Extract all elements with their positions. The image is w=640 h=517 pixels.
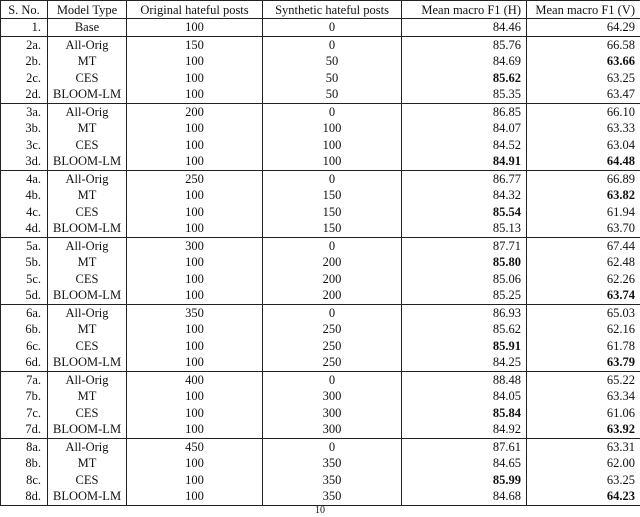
synthetic-posts-cell: 200 (263, 271, 402, 288)
table-row (1, 220, 640, 237)
original-posts-cell: 300 (127, 237, 263, 254)
model-type-cell: BLOOM-LM (48, 220, 127, 237)
f1-v-cell: 61.94 (527, 204, 640, 221)
f1-h-cell: 85.62 (402, 321, 527, 338)
sno-cell: 3d. (1, 153, 48, 170)
sno-cell: 5c. (1, 271, 48, 288)
sno-cell: 7b. (1, 388, 48, 405)
sno-cell: 5d. (1, 287, 48, 304)
original-posts-cell: 100 (127, 388, 263, 405)
f1-h-cell: 84.52 (402, 137, 527, 154)
original-posts-cell: 100 (127, 472, 263, 489)
original-posts-cell: 100 (127, 354, 263, 371)
header-sno: S. No. (1, 1, 48, 19)
sno-cell: 2b. (1, 53, 48, 70)
original-posts-cell: 100 (127, 338, 263, 355)
f1-h-cell (402, 254, 527, 271)
f1-h-cell (402, 70, 527, 87)
table-row (1, 53, 640, 70)
model-type-cell: BLOOM-LM (48, 488, 127, 505)
header-synthetic-hateful-posts: Synthetic hateful posts (263, 1, 402, 19)
synthetic-posts-cell: 0 (263, 237, 402, 254)
synthetic-posts-cell: 100 (263, 153, 402, 170)
table-row (1, 170, 640, 187)
model-type-cell: CES (48, 137, 127, 154)
model-type-cell: Base (48, 19, 127, 37)
original-posts-cell: 100 (127, 70, 263, 87)
table-row (1, 36, 640, 53)
table-row (1, 472, 640, 489)
sno-cell: 3a. (1, 103, 48, 120)
table-row (1, 86, 640, 103)
sno-cell: 8c. (1, 472, 48, 489)
model-type-cell: All-Orig (48, 371, 127, 388)
f1-v-cell (527, 187, 640, 204)
original-posts-cell: 100 (127, 120, 263, 137)
model-type-cell: All-Orig (48, 36, 127, 53)
model-type-cell: All-Orig (48, 103, 127, 120)
sno-cell: 5b. (1, 254, 48, 271)
synthetic-posts-cell: 150 (263, 220, 402, 237)
f1-h-cell: 85.35 (402, 86, 527, 103)
synthetic-posts-cell: 150 (263, 187, 402, 204)
f1-v-cell: 61.06 (527, 405, 640, 422)
f1-h-cell (402, 405, 527, 422)
model-type-cell: CES (48, 472, 127, 489)
f1-v-cell: 65.22 (527, 371, 640, 388)
table-row (1, 388, 640, 405)
model-type-cell: All-Orig (48, 304, 127, 321)
f1-v-cell: 62.48 (527, 254, 640, 271)
synthetic-posts-cell: 200 (263, 254, 402, 271)
best-score: 85.91 (492, 338, 521, 353)
synthetic-posts-cell: 50 (263, 70, 402, 87)
table-row (1, 455, 640, 472)
model-type-cell: CES (48, 70, 127, 87)
best-score: 64.23 (606, 489, 635, 504)
synthetic-posts-cell: 350 (263, 455, 402, 472)
model-type-cell: MT (48, 455, 127, 472)
model-type-cell: All-Orig (48, 237, 127, 254)
sno-cell: 2a. (1, 36, 48, 53)
original-posts-cell: 450 (127, 438, 263, 455)
original-posts-cell: 100 (127, 187, 263, 204)
best-score: 85.62 (492, 70, 521, 85)
model-type-cell: MT (48, 254, 127, 271)
table-row (1, 371, 640, 388)
header-model-type: Model Type (48, 1, 127, 19)
header-mean-macro-f1-h: Mean macro F1 (H) (402, 1, 527, 19)
table-row (1, 421, 640, 438)
model-type-cell: BLOOM-LM (48, 287, 127, 304)
f1-h-cell: 84.65 (402, 455, 527, 472)
best-score: 63.74 (606, 288, 635, 303)
f1-v-cell: 63.33 (527, 120, 640, 137)
model-type-cell: MT (48, 388, 127, 405)
synthetic-posts-cell: 0 (263, 438, 402, 455)
original-posts-cell: 350 (127, 304, 263, 321)
synthetic-posts-cell: 0 (263, 19, 402, 37)
original-posts-cell: 100 (127, 321, 263, 338)
table-row (1, 321, 640, 338)
f1-h-cell: 85.76 (402, 36, 527, 53)
f1-h-cell: 85.25 (402, 287, 527, 304)
best-score: 84.91 (492, 154, 521, 169)
original-posts-cell: 400 (127, 371, 263, 388)
f1-h-cell: 84.92 (402, 421, 527, 438)
header-original-hateful-posts: Original hateful posts (127, 1, 263, 19)
model-type-cell: MT (48, 120, 127, 137)
best-score: 63.66 (606, 54, 635, 69)
original-posts-cell: 100 (127, 455, 263, 472)
f1-v-cell: 63.25 (527, 70, 640, 87)
f1-v-cell: 62.16 (527, 321, 640, 338)
synthetic-posts-cell: 0 (263, 170, 402, 187)
synthetic-posts-cell: 250 (263, 354, 402, 371)
original-posts-cell: 100 (127, 254, 263, 271)
header-row (1, 1, 640, 19)
table-row (1, 70, 640, 87)
f1-v-cell: 63.34 (527, 388, 640, 405)
f1-h-cell: 87.61 (402, 438, 527, 455)
table-row (1, 287, 640, 304)
synthetic-posts-cell: 300 (263, 405, 402, 422)
f1-h-cell: 84.46 (402, 19, 527, 37)
f1-h-cell: 84.69 (402, 53, 527, 70)
synthetic-posts-cell: 350 (263, 472, 402, 489)
f1-v-cell: 62.26 (527, 271, 640, 288)
header-mean-macro-f1-v: Mean macro F1 (V) (527, 1, 640, 19)
f1-h-cell (402, 472, 527, 489)
table-row (1, 488, 640, 505)
f1-h-cell (402, 153, 527, 170)
synthetic-posts-cell: 50 (263, 53, 402, 70)
table-row (1, 137, 640, 154)
sno-cell: 6a. (1, 304, 48, 321)
f1-h-cell: 84.05 (402, 388, 527, 405)
table-row (1, 204, 640, 221)
sno-cell: 4b. (1, 187, 48, 204)
f1-v-cell (527, 153, 640, 170)
f1-h-cell: 86.93 (402, 304, 527, 321)
f1-v-cell: 65.03 (527, 304, 640, 321)
original-posts-cell: 100 (127, 19, 263, 37)
f1-h-cell: 84.25 (402, 354, 527, 371)
table-row (1, 254, 640, 271)
sno-cell: 8d. (1, 488, 48, 505)
model-type-cell: CES (48, 271, 127, 288)
f1-v-cell: 63.31 (527, 438, 640, 455)
table-row (1, 153, 640, 170)
sno-cell: 8b. (1, 455, 48, 472)
sno-cell: 4c. (1, 204, 48, 221)
best-score: 85.80 (492, 255, 521, 270)
original-posts-cell: 100 (127, 86, 263, 103)
sno-cell: 6d. (1, 354, 48, 371)
synthetic-posts-cell: 0 (263, 103, 402, 120)
best-score: 85.99 (492, 472, 521, 487)
f1-h-cell: 84.68 (402, 488, 527, 505)
f1-h-cell: 84.32 (402, 187, 527, 204)
sno-cell: 7a. (1, 371, 48, 388)
model-type-cell: MT (48, 187, 127, 204)
synthetic-posts-cell: 300 (263, 421, 402, 438)
table-row (1, 120, 640, 137)
table-row (1, 438, 640, 455)
original-posts-cell: 250 (127, 170, 263, 187)
original-posts-cell: 100 (127, 488, 263, 505)
model-type-cell: MT (48, 321, 127, 338)
original-posts-cell: 100 (127, 153, 263, 170)
f1-v-cell: 63.47 (527, 86, 640, 103)
f1-h-cell: 85.13 (402, 220, 527, 237)
best-score: 64.48 (606, 154, 635, 169)
f1-v-cell (527, 488, 640, 505)
f1-v-cell: 62.00 (527, 455, 640, 472)
table-row (1, 338, 640, 355)
model-type-cell: CES (48, 405, 127, 422)
model-type-cell: All-Orig (48, 438, 127, 455)
model-type-cell: CES (48, 204, 127, 221)
model-type-cell: CES (48, 338, 127, 355)
best-score: 63.79 (606, 355, 635, 370)
f1-v-cell (527, 53, 640, 70)
model-type-cell: BLOOM-LM (48, 354, 127, 371)
original-posts-cell: 200 (127, 103, 263, 120)
best-score: 63.92 (606, 422, 635, 437)
f1-v-cell: 66.89 (527, 170, 640, 187)
original-posts-cell: 150 (127, 36, 263, 53)
page-number: 10 (315, 505, 325, 516)
table-row (1, 19, 640, 37)
sno-cell: 5a. (1, 237, 48, 254)
f1-h-cell (402, 338, 527, 355)
f1-h-cell: 86.85 (402, 103, 527, 120)
synthetic-posts-cell: 250 (263, 338, 402, 355)
table-row (1, 237, 640, 254)
synthetic-posts-cell: 250 (263, 321, 402, 338)
f1-v-cell (527, 421, 640, 438)
sno-cell: 2c. (1, 70, 48, 87)
sno-cell: 4a. (1, 170, 48, 187)
f1-v-cell (527, 354, 640, 371)
f1-v-cell: 63.70 (527, 220, 640, 237)
sno-cell: 1. (1, 19, 48, 37)
sno-cell: 3b. (1, 120, 48, 137)
f1-v-cell: 66.10 (527, 103, 640, 120)
table-body (1, 19, 640, 506)
sno-cell: 2d. (1, 86, 48, 103)
sno-cell: 8a. (1, 438, 48, 455)
sno-cell: 4d. (1, 220, 48, 237)
f1-h-cell: 87.71 (402, 237, 527, 254)
model-type-cell: All-Orig (48, 170, 127, 187)
original-posts-cell: 100 (127, 220, 263, 237)
f1-h-cell: 84.07 (402, 120, 527, 137)
model-type-cell: BLOOM-LM (48, 153, 127, 170)
sno-cell: 3c. (1, 137, 48, 154)
best-score: 85.54 (492, 204, 521, 219)
f1-v-cell (527, 287, 640, 304)
synthetic-posts-cell: 350 (263, 488, 402, 505)
original-posts-cell: 100 (127, 137, 263, 154)
synthetic-posts-cell: 0 (263, 36, 402, 53)
model-type-cell: BLOOM-LM (48, 421, 127, 438)
synthetic-posts-cell: 100 (263, 137, 402, 154)
original-posts-cell: 100 (127, 53, 263, 70)
table-row (1, 304, 640, 321)
table-row (1, 187, 640, 204)
f1-h-cell: 86.77 (402, 170, 527, 187)
model-type-cell: BLOOM-LM (48, 86, 127, 103)
sno-cell: 6c. (1, 338, 48, 355)
best-score: 85.84 (492, 405, 521, 420)
sno-cell: 7d. (1, 421, 48, 438)
original-posts-cell: 100 (127, 405, 263, 422)
synthetic-posts-cell: 0 (263, 371, 402, 388)
sno-cell: 6b. (1, 321, 48, 338)
f1-v-cell: 66.58 (527, 36, 640, 53)
synthetic-posts-cell: 0 (263, 304, 402, 321)
model-type-cell: MT (48, 53, 127, 70)
original-posts-cell: 100 (127, 421, 263, 438)
original-posts-cell: 100 (127, 287, 263, 304)
table-row (1, 103, 640, 120)
synthetic-posts-cell: 50 (263, 86, 402, 103)
best-score: 63.82 (606, 188, 635, 203)
f1-v-cell: 63.25 (527, 472, 640, 489)
original-posts-cell: 100 (127, 271, 263, 288)
table-row (1, 271, 640, 288)
synthetic-posts-cell: 200 (263, 287, 402, 304)
f1-v-cell: 61.78 (527, 338, 640, 355)
original-posts-cell: 100 (127, 204, 263, 221)
synthetic-posts-cell: 150 (263, 204, 402, 221)
f1-v-cell: 63.04 (527, 137, 640, 154)
f1-h-cell: 88.48 (402, 371, 527, 388)
f1-h-cell: 85.06 (402, 271, 527, 288)
table-row (1, 405, 640, 422)
sno-cell: 7c. (1, 405, 48, 422)
synthetic-posts-cell: 300 (263, 388, 402, 405)
f1-v-cell: 64.29 (527, 19, 640, 37)
f1-h-cell (402, 204, 527, 221)
table-row (1, 354, 640, 371)
synthetic-posts-cell: 100 (263, 120, 402, 137)
f1-v-cell: 67.44 (527, 237, 640, 254)
